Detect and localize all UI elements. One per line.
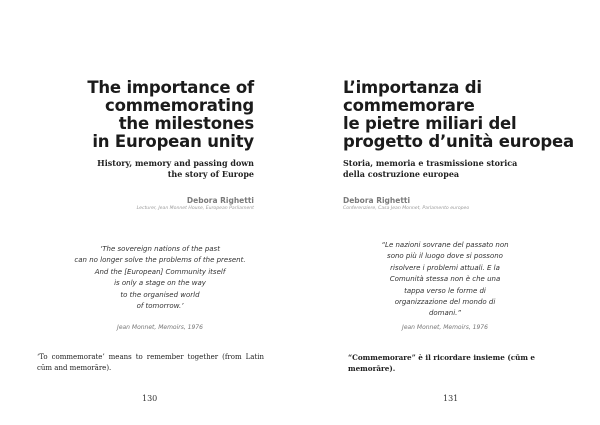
subtitle-line: della costruzione europea xyxy=(343,169,460,179)
quote-line: domani.” xyxy=(428,309,462,318)
monnet-quote xyxy=(345,240,545,320)
quote-line: is only a stage on the way xyxy=(114,279,206,288)
body-line: cūm and memorāre). xyxy=(37,364,112,372)
title-line: L’importanza di xyxy=(343,78,482,97)
body-paragraph xyxy=(37,352,264,374)
quote-source: Jean Monnet, Memoirs, 1976 xyxy=(117,324,203,331)
quote-line: sono più il luogo dove si possono xyxy=(387,252,503,261)
monnet-quote xyxy=(60,244,260,312)
title-line: commemorating xyxy=(105,96,254,115)
quote-line: risolvere i problemi attuali. E la xyxy=(390,263,500,272)
quote-line: ‘The sovereign nations of the past xyxy=(100,245,220,253)
quote-source: Jean Monnet, Memoirs, 1976 xyxy=(402,324,488,331)
italian-title xyxy=(343,79,574,151)
subtitle-line: the story of Europe xyxy=(167,169,254,179)
title-line: commemorare xyxy=(343,96,475,115)
title-line: in European unity xyxy=(92,132,254,151)
italian-subtitle xyxy=(343,158,517,180)
quote-line: of tomorrow.’ xyxy=(136,302,184,311)
title-line: The importance of xyxy=(87,78,254,97)
title-line: the milestones xyxy=(118,114,254,133)
title-line: progetto d’unità europea xyxy=(343,132,574,151)
body-paragraph: “Commemorare” è il ricordare insieme (cūm e memorāre). xyxy=(348,353,535,373)
author-name: Debora Righetti xyxy=(343,196,411,205)
page-number: 131 xyxy=(443,394,459,403)
quote-line: tappa verso le forme di xyxy=(404,286,486,295)
quote-line: And the [European] Community itself xyxy=(94,267,226,276)
quote-line: organizzazione del mondo di xyxy=(394,298,496,307)
page-number: 130 xyxy=(142,394,158,403)
author-name: Debora Righetti xyxy=(186,196,254,205)
quote-line: to the organised world xyxy=(120,290,200,299)
quote-line: “Le nazioni sovrane del passato non xyxy=(381,241,509,249)
body-line: ‘To commemorate’ means to remember together (from Latin xyxy=(37,353,264,361)
quote-line: can no longer solve the problems of the present. xyxy=(74,256,246,265)
author-affiliation: Conferenziere, Casa Jean Monnet, Parlamento europeo xyxy=(343,206,470,211)
english-subtitle xyxy=(97,158,254,180)
author-affiliation: Lecturer, Jean Monnet House, European Parliament xyxy=(136,206,254,211)
title-line: le pietre miliari del xyxy=(343,114,517,133)
subtitle-line: Storia, memoria e trasmissione storica xyxy=(343,158,518,168)
english-title xyxy=(87,79,254,151)
subtitle-line: History, memory and passing down xyxy=(97,158,254,168)
right-page xyxy=(300,0,600,425)
quote-line: Comunità stessa non è che una xyxy=(389,275,501,284)
